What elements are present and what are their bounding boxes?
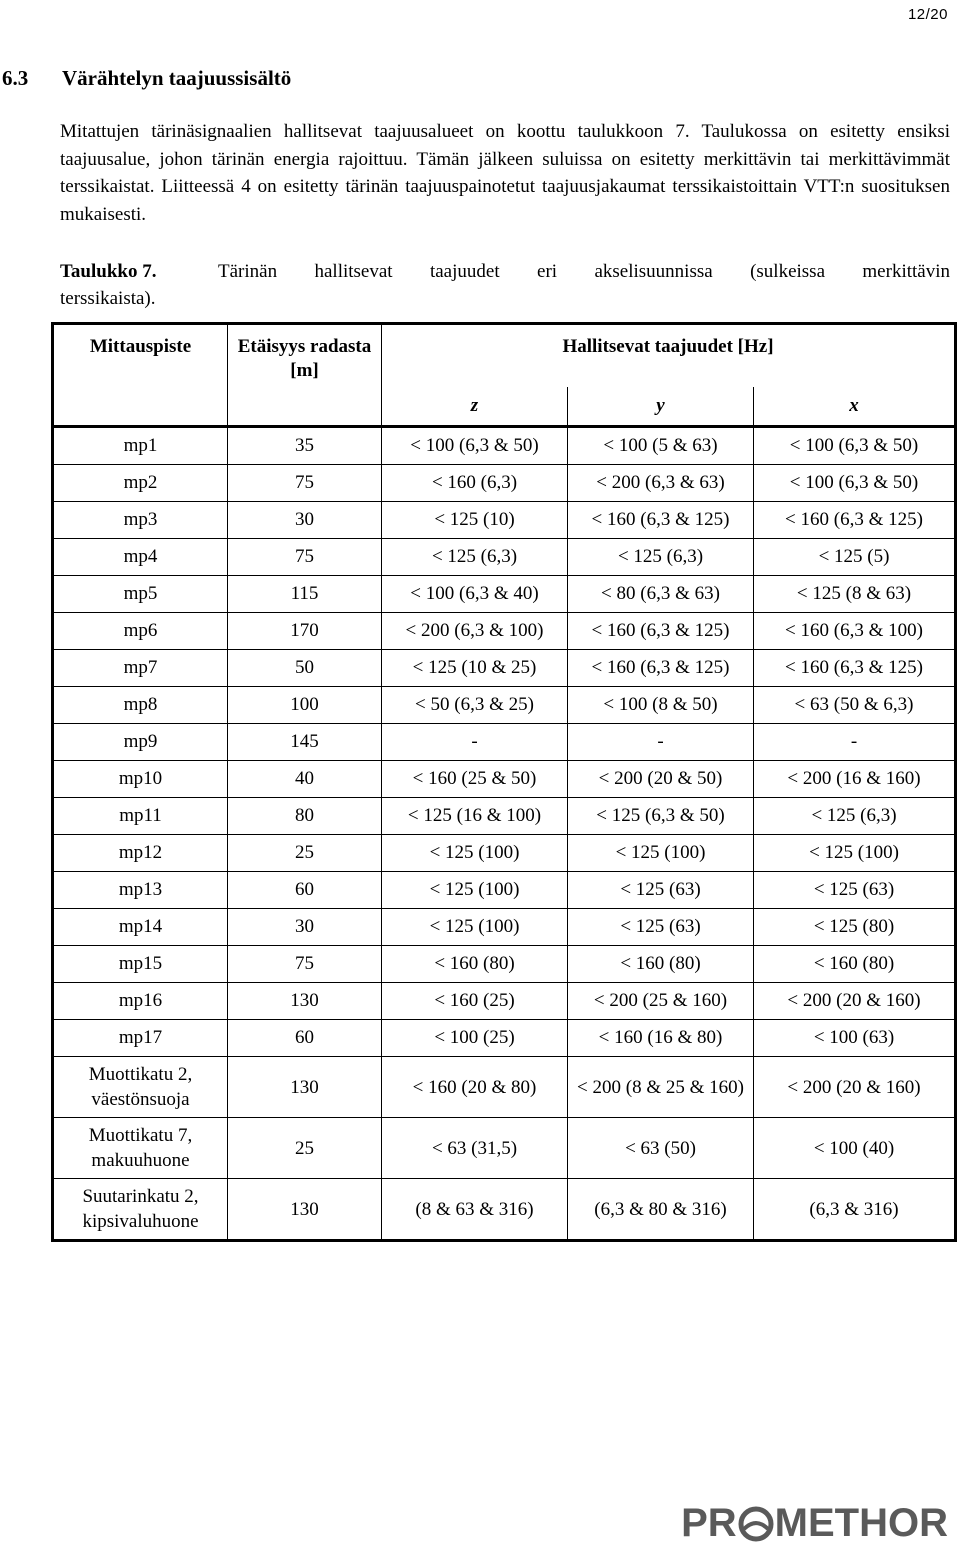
- cell-y: < 160 (6,3 & 125): [568, 502, 754, 539]
- table-row: [53, 465, 956, 502]
- cell-x: -: [754, 724, 956, 761]
- promethor-logo: [681, 1501, 948, 1546]
- section-number: 6.3: [2, 66, 29, 90]
- table-row: [53, 983, 956, 1020]
- table-row: [53, 835, 956, 872]
- table-row: [53, 1118, 956, 1179]
- table-row: [53, 1057, 956, 1118]
- cell-x: < 125 (8 & 63): [754, 576, 956, 613]
- header-axis-z: z: [382, 387, 568, 427]
- cell-distance: 60: [228, 872, 382, 909]
- cell-y: < 100 (5 & 63): [568, 427, 754, 465]
- cell-z: -: [382, 724, 568, 761]
- cell-x: < 200 (16 & 160): [754, 761, 956, 798]
- table-row: [53, 1179, 956, 1241]
- cell-distance: 75: [228, 539, 382, 576]
- cell-distance: 25: [228, 835, 382, 872]
- table-caption-continuation: terssikaista).: [60, 288, 156, 309]
- section-title: Värähtelyn taajuussisältö: [62, 66, 292, 90]
- table-body: [53, 427, 956, 1241]
- header-frequencies: Hallitsevat taajuudet [Hz]: [382, 324, 956, 388]
- cell-point: Muottikatu 7, makuuhuone: [53, 1118, 228, 1179]
- cell-distance: 30: [228, 909, 382, 946]
- cell-distance: 50: [228, 650, 382, 687]
- cell-y: < 80 (6,3 & 63): [568, 576, 754, 613]
- cell-z: < 125 (10): [382, 502, 568, 539]
- table-row: [53, 650, 956, 687]
- cell-y: < 200 (8 & 25 & 160): [568, 1057, 754, 1118]
- logo-text-end: METHOR: [774, 1501, 948, 1545]
- header-axis-y: y: [568, 387, 754, 427]
- cell-distance: 130: [228, 1179, 382, 1241]
- table-caption-label: Taulukko 7.: [60, 261, 157, 282]
- cell-z: < 125 (100): [382, 872, 568, 909]
- cell-y: < 125 (63): [568, 909, 754, 946]
- cell-point: mp5: [53, 576, 228, 613]
- table-row: [53, 1020, 956, 1057]
- cell-x: < 100 (63): [754, 1020, 956, 1057]
- table-row: [53, 539, 956, 576]
- intro-paragraph: Mitattujen tärinäsignaalien hallitsevat taajuusalueet on koottu taulukkoon 7. Taulukossa on esitetty ensiksi taajuusalue, johon tärinän energia rajoittuu. Tämän jälkeen suluissa on esitetty merkittävin tai merkittävimmät terssikaistat. Liitteessä 4 on esitetty tärinän taajuuspainotetut taajuusjakaumat terssikaistoittain VTT:n suosituksen mukaisesti.: [60, 121, 950, 225]
- frequency-table: [51, 322, 957, 1242]
- section-heading: [0, 66, 291, 91]
- cell-x: < 125 (6,3): [754, 798, 956, 835]
- page-number: 12/20: [907, 6, 948, 23]
- cell-y: < 200 (20 & 50): [568, 761, 754, 798]
- cell-distance: 80: [228, 798, 382, 835]
- cell-x: < 200 (20 & 160): [754, 1057, 956, 1118]
- cell-point: Muottikatu 2, väestönsuoja: [53, 1057, 228, 1118]
- cell-x: < 160 (6,3 & 125): [754, 502, 956, 539]
- cell-distance: 35: [228, 427, 382, 465]
- cell-point: mp13: [53, 872, 228, 909]
- cell-point: mp4: [53, 539, 228, 576]
- cell-z: (8 & 63 & 316): [382, 1179, 568, 1241]
- cell-z: < 125 (6,3): [382, 539, 568, 576]
- cell-x: < 125 (80): [754, 909, 956, 946]
- cell-distance: 130: [228, 983, 382, 1020]
- cell-z: < 125 (10 & 25): [382, 650, 568, 687]
- table-row: [53, 724, 956, 761]
- cell-point: mp1: [53, 427, 228, 465]
- cell-distance: 75: [228, 465, 382, 502]
- cell-point: mp15: [53, 946, 228, 983]
- table-row: [53, 427, 956, 465]
- table-row: [53, 798, 956, 835]
- table-row: [53, 613, 956, 650]
- cell-y: < 160 (6,3 & 125): [568, 650, 754, 687]
- cell-distance: 145: [228, 724, 382, 761]
- cell-y: < 125 (63): [568, 872, 754, 909]
- cell-point: mp3: [53, 502, 228, 539]
- cell-x: < 100 (6,3 & 50): [754, 465, 956, 502]
- cell-z: < 160 (6,3): [382, 465, 568, 502]
- cell-z: < 200 (6,3 & 100): [382, 613, 568, 650]
- cell-z: < 100 (6,3 & 40): [382, 576, 568, 613]
- table-row: [53, 761, 956, 798]
- cell-x: < 160 (80): [754, 946, 956, 983]
- cell-distance: 60: [228, 1020, 382, 1057]
- cell-y: < 200 (6,3 & 63): [568, 465, 754, 502]
- cell-z: < 125 (16 & 100): [382, 798, 568, 835]
- cell-z: < 160 (20 & 80): [382, 1057, 568, 1118]
- table-row: [53, 872, 956, 909]
- cell-distance: 25: [228, 1118, 382, 1179]
- cell-point: mp11: [53, 798, 228, 835]
- cell-point: mp10: [53, 761, 228, 798]
- logo-o-icon: [737, 1505, 775, 1543]
- header-distance: Etäisyys radasta [m]: [228, 324, 382, 427]
- cell-z: < 125 (100): [382, 909, 568, 946]
- cell-point: mp16: [53, 983, 228, 1020]
- cell-x: < 160 (6,3 & 125): [754, 650, 956, 687]
- cell-y: < 160 (6,3 & 125): [568, 613, 754, 650]
- table-caption: [60, 258, 950, 312]
- table-row: [53, 576, 956, 613]
- logo-text-start: PR: [681, 1501, 737, 1545]
- cell-y: < 125 (100): [568, 835, 754, 872]
- cell-point: mp12: [53, 835, 228, 872]
- cell-x: < 63 (50 & 6,3): [754, 687, 956, 724]
- cell-x: < 125 (5): [754, 539, 956, 576]
- cell-x: < 100 (40): [754, 1118, 956, 1179]
- cell-z: < 50 (6,3 & 25): [382, 687, 568, 724]
- cell-z: < 100 (6,3 & 50): [382, 427, 568, 465]
- cell-distance: 170: [228, 613, 382, 650]
- table-caption-text: Tärinän hallitsevat taajuudet eri akselisuunnissa (sulkeissa merkittävin: [218, 261, 950, 282]
- cell-distance: 75: [228, 946, 382, 983]
- cell-z: < 160 (80): [382, 946, 568, 983]
- cell-point: mp7: [53, 650, 228, 687]
- cell-point: mp9: [53, 724, 228, 761]
- cell-x: < 125 (100): [754, 835, 956, 872]
- cell-x: < 125 (63): [754, 872, 956, 909]
- cell-distance: 100: [228, 687, 382, 724]
- cell-y: < 160 (16 & 80): [568, 1020, 754, 1057]
- cell-point: mp14: [53, 909, 228, 946]
- cell-point: Suutarinkatu 2, kipsivaluhuone: [53, 1179, 228, 1241]
- cell-z: < 100 (25): [382, 1020, 568, 1057]
- cell-y: < 125 (6,3): [568, 539, 754, 576]
- cell-distance: 130: [228, 1057, 382, 1118]
- cell-z: < 125 (100): [382, 835, 568, 872]
- cell-point: mp2: [53, 465, 228, 502]
- cell-y: -: [568, 724, 754, 761]
- cell-z: < 160 (25 & 50): [382, 761, 568, 798]
- cell-x: < 100 (6,3 & 50): [754, 427, 956, 465]
- cell-point: mp8: [53, 687, 228, 724]
- cell-z: < 160 (25): [382, 983, 568, 1020]
- cell-point: mp17: [53, 1020, 228, 1057]
- header-point: Mittauspiste: [53, 324, 228, 427]
- cell-x: < 160 (6,3 & 100): [754, 613, 956, 650]
- table-row: [53, 946, 956, 983]
- cell-z: < 63 (31,5): [382, 1118, 568, 1179]
- cell-y: < 100 (8 & 50): [568, 687, 754, 724]
- cell-point: mp6: [53, 613, 228, 650]
- cell-distance: 40: [228, 761, 382, 798]
- cell-y: (6,3 & 80 & 316): [568, 1179, 754, 1241]
- cell-x: (6,3 & 316): [754, 1179, 956, 1241]
- cell-y: < 200 (25 & 160): [568, 983, 754, 1020]
- cell-y: < 125 (6,3 & 50): [568, 798, 754, 835]
- table-row: [53, 909, 956, 946]
- table-row: [53, 687, 956, 724]
- cell-distance: 115: [228, 576, 382, 613]
- cell-y: < 160 (80): [568, 946, 754, 983]
- cell-distance: 30: [228, 502, 382, 539]
- header-axis-x: x: [754, 387, 956, 427]
- cell-y: < 63 (50): [568, 1118, 754, 1179]
- table-row: [53, 502, 956, 539]
- cell-x: < 200 (20 & 160): [754, 983, 956, 1020]
